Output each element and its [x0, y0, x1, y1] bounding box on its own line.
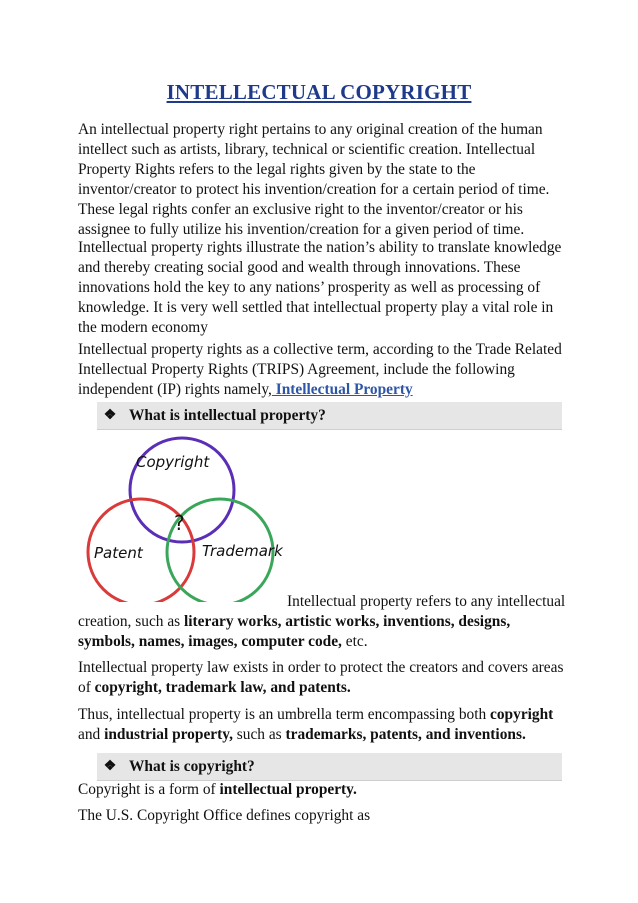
page-title: INTELLECTUAL COPYRIGHT — [166, 80, 472, 104]
paragraph-text: Thus, intellectual property is an umbrella term encompassing both — [78, 706, 491, 723]
paragraph-economy: Intellectual property rights illustrate the nation’s ability to translate knowledge and thereby creating social good and wealth through innovations. These innovations hold the key to any nations’ prosperity as well as processing of knowledge. It is very well settled that intellectual property play a vital role in the modern economy — [78, 239, 562, 336]
paragraph-copyright-form — [78, 780, 568, 800]
diamond-bullet-icon: ❖ — [103, 759, 117, 774]
paragraph-intro: An intellectual property right pertains to any original creation of the human intellect such as artists, library, technical or scientific creation. Intellectual Property Rights refers to the legal rights given by the state to the inventor/creator to protect his invention/creation for a certain period of time. These legal rights confer an exclusive right to the inventor/creator or his assignee to fully utilize his invention/creation for a given period of time. — [78, 121, 550, 238]
venn-label-center: ? — [174, 511, 185, 535]
paragraph-text: and — [78, 726, 105, 743]
section-heading-what-is-copyright — [97, 753, 562, 781]
paragraph-trips-text: Intellectual property rights as a collective term, according to the Trade Related Intellectual Property Rights (TRIPS) Agreement, include the following independent (IP) rights namely, — [78, 341, 562, 398]
venn-label-patent: Patent — [94, 544, 143, 562]
paragraph-bold-text: copyright — [490, 706, 554, 723]
paragraph-text: Copyright is a form of — [78, 781, 220, 798]
paragraph-ip-definition — [78, 612, 568, 652]
paragraph-text: Intellectual property law exists in order to protect the creators and covers areas of — [78, 659, 564, 696]
intellectual-property-link[interactable]: Intellectual Property — [271, 381, 413, 398]
paragraph-trips — [78, 340, 568, 400]
diamond-bullet-icon: ❖ — [103, 408, 117, 423]
paragraph-text: creation, such as — [78, 613, 184, 630]
paragraph-bold-text: intellectual property. — [219, 781, 357, 798]
paragraph-umbrella-term — [78, 705, 568, 745]
paragraph-us-copyright-office: The U.S. Copyright Office defines copyright as — [78, 807, 371, 824]
paragraph-text: such as — [232, 726, 286, 743]
venn-label-copyright: Copyright — [136, 453, 210, 471]
venn-label-trademark: Trademark — [202, 542, 283, 560]
section-heading-text: What is copyright? — [129, 757, 255, 775]
section-heading-what-is-ip — [97, 402, 562, 430]
venn-diagram-image — [78, 432, 285, 602]
paragraph-bold-text: literary works, artistic works, inventions, designs, symbols, names, images, computer code, — [78, 613, 511, 650]
paragraph-bold-text: trademarks, patents, and inventions. — [285, 726, 526, 743]
paragraph-text: etc. — [341, 633, 368, 650]
paragraph-ip-definition-start: Intellectual property refers to any intellectual — [287, 593, 566, 610]
paragraph-bold-text: industrial property, — [104, 726, 233, 743]
section-heading-text: What is intellectual property? — [129, 406, 326, 424]
paragraph-bold-text: copyright, trademark law, and patents. — [94, 679, 351, 696]
paragraph-ip-law — [78, 658, 568, 698]
